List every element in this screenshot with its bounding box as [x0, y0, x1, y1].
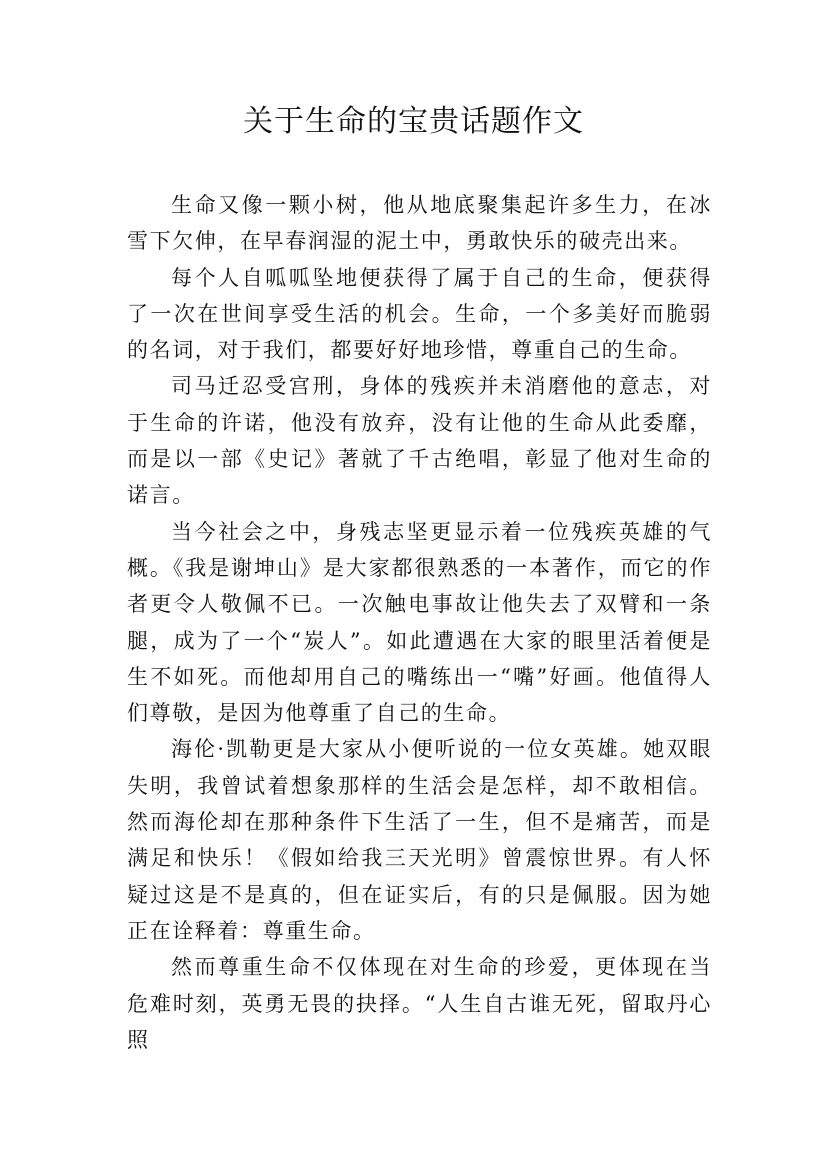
paragraph-5: 海伦·凯勒更是大家从小便听说的一位女英雄。她双眼失明，我曾试着想象那样的生活会是怎样，却不敢相信。然而海伦却在那种条件下生活了一生，但不是痛苦，而是满足和快乐！《假如给我三天光明》曾震惊世界。有人怀疑过这是不是真的，但在证实后，有的只是佩服。因为她正在诠释着：尊重生命。 — [127, 737, 712, 943]
paragraph-2: 每个人自呱呱坠地便获得了属于自己的生命，便获得了一次在世间享受生活的机会。生命，一个多美好而脆弱的名词，对于我们，都要好好地珍惜，尊重自己的生命。 — [127, 265, 712, 363]
document-body — [127, 187, 712, 1058]
document-title: 关于生命的宝贵话题作文 — [243, 104, 584, 139]
paragraph-6: 然而尊重生命不仅体现在对生命的珍爱，更体现在当危难时刻，英勇无畏的抉择。“人生自古谁无死，留取丹心照 — [127, 955, 712, 1052]
paragraph-3: 司马迁忍受宫刑，身体的残疾并未消磨他的意志，对于生命的许诺，他没有放弃，没有让他的生命从此委靡，而是以一部《史记》著就了千古绝唱，彰显了他对生命的诺言。 — [127, 374, 712, 508]
paragraph-1: 生命又像一颗小树，他从地底聚集起许多生力，在冰雪下欠伸，在早春润湿的泥土中，勇敢快乐的破壳出来。 — [127, 193, 712, 254]
paragraph-4: 当今社会之中，身残志坚更显示着一位残疾英雄的气概。《我是谢坤山》是大家都很熟悉的一本著作，而它的作者更令人敬佩不已。一次触电事故让他失去了双臂和一条腿，成为了一个“炭人”。如此遭遇在大家的眼里活着便是生不如死。而他却用自己的嘴练出一“嘴”好画。他值得人们尊敬，是因为他尊重了自己的生命。 — [127, 519, 712, 726]
